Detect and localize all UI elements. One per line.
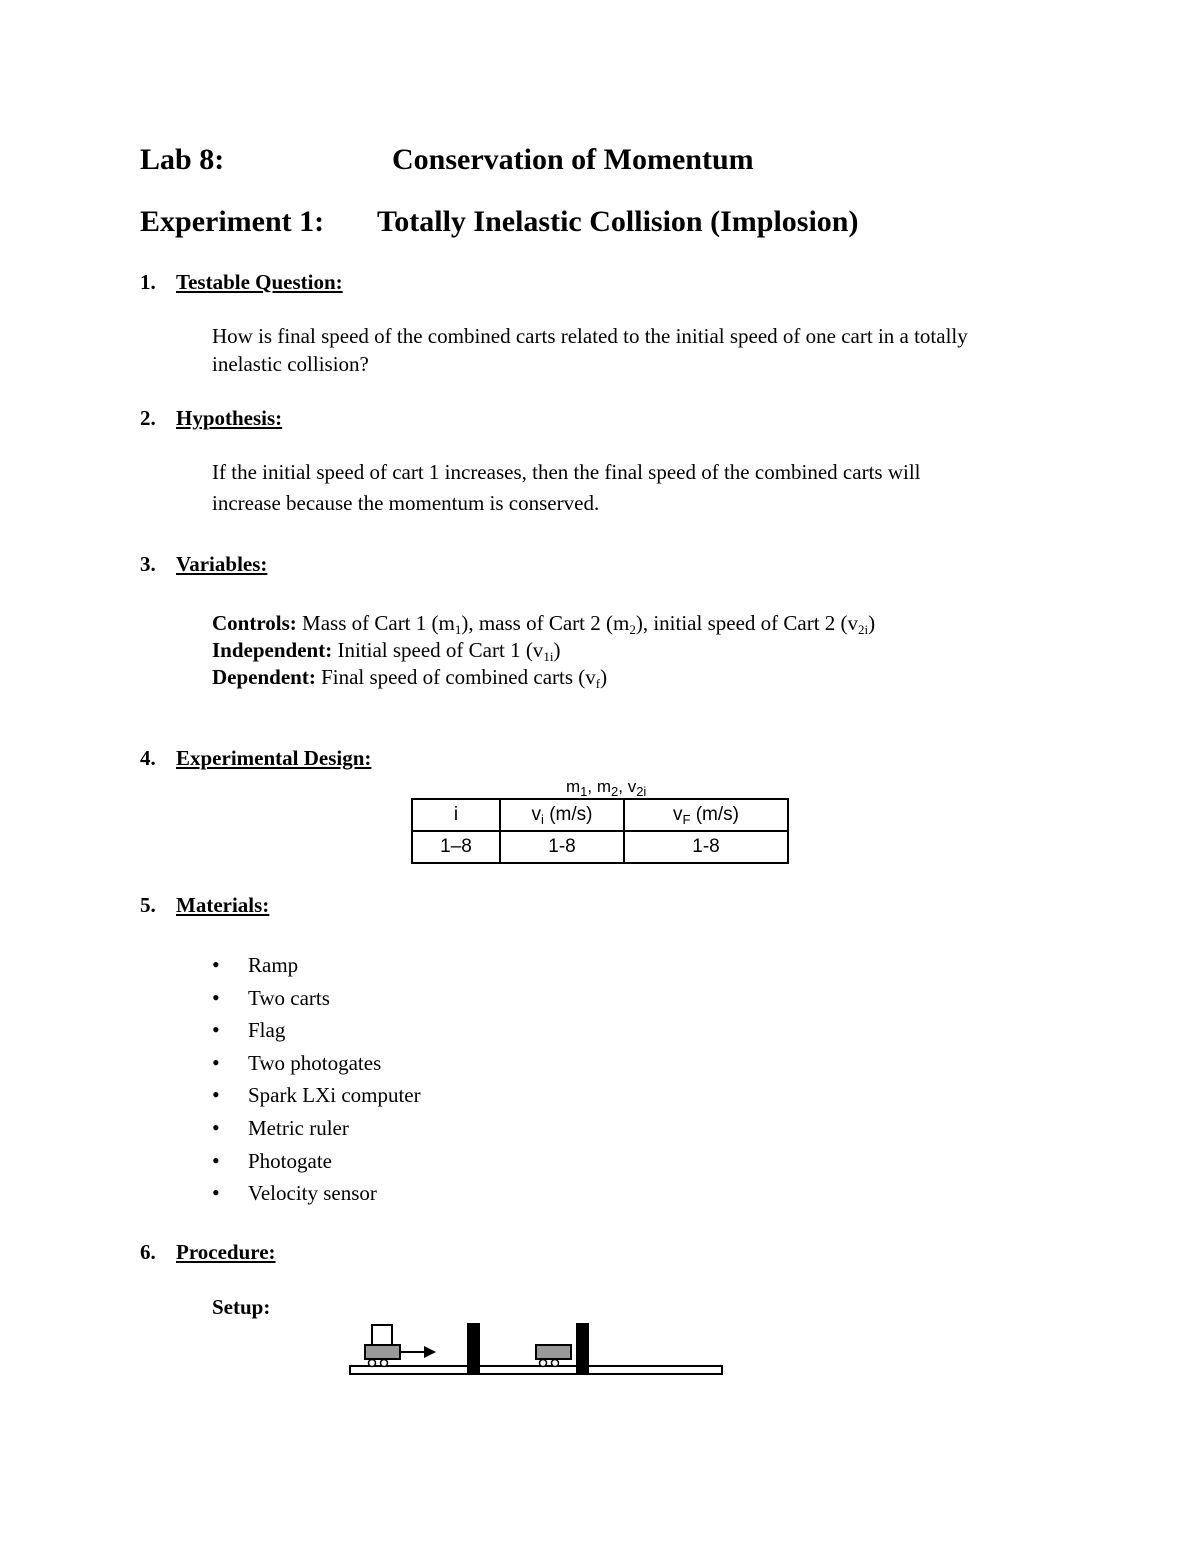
- section-label: Variables:: [176, 552, 268, 576]
- design-table: [411, 798, 789, 864]
- caption-text: , m: [587, 777, 612, 796]
- subscript: 2: [629, 622, 636, 637]
- controls-text: ), initial speed of Cart 2 (v: [635, 611, 859, 635]
- lab-title: Conservation of Momentum: [392, 143, 754, 176]
- independent-line: [212, 638, 560, 663]
- section-number: 4.: [140, 746, 156, 770]
- header-unit: (m/s): [543, 804, 593, 825]
- section-variables: [140, 552, 267, 577]
- dependent-text: Final speed of combined carts (v: [315, 665, 596, 689]
- question-line-1: How is final speed of the combined carts related to the initial speed of one cart in a totally: [212, 324, 968, 348]
- section-number: 3.: [140, 552, 156, 576]
- list-item: • Ramp: [212, 949, 421, 982]
- section-procedure: [140, 1240, 276, 1265]
- section-label: Procedure:: [176, 1240, 276, 1264]
- subscript: 2i: [858, 622, 869, 637]
- header-vi: [500, 799, 624, 831]
- list-item: • Metric ruler: [212, 1112, 421, 1145]
- cell-vi: 1-8: [500, 831, 624, 863]
- question-line-2: inelastic collision?: [212, 352, 369, 376]
- setup-diagram: [340, 1315, 730, 1383]
- cell-vf: 1-8: [624, 831, 788, 863]
- section-number: 6.: [140, 1240, 156, 1264]
- controls-text: ), mass of Cart 2 (m: [461, 611, 630, 635]
- section-number: 1.: [140, 270, 156, 294]
- subscript: 1i: [543, 649, 554, 664]
- section-number: 5.: [140, 893, 156, 917]
- table-row: [412, 831, 788, 863]
- independent-label: Independent:: [212, 638, 333, 662]
- controls-line: [212, 611, 875, 636]
- caption-text: , v: [618, 777, 637, 796]
- subscript: 1: [454, 622, 462, 637]
- dependent-text: ): [600, 665, 608, 689]
- header-unit: (m/s): [690, 804, 739, 825]
- header-text: v: [673, 804, 683, 825]
- section-label: Materials:: [176, 893, 270, 917]
- cart-1-with-flag: [365, 1325, 400, 1367]
- photogate-2: [576, 1323, 589, 1375]
- controls-label: Controls:: [212, 611, 297, 635]
- lab-number: Lab 8:: [140, 143, 225, 176]
- controls-text: Mass of Cart 1 (m: [296, 611, 455, 635]
- section-experimental-design: [140, 746, 371, 771]
- experiment-number: Experiment 1:: [140, 205, 325, 238]
- setup-label: Setup:: [212, 1295, 271, 1319]
- dependent-line: [212, 665, 607, 690]
- cell-i: 1–8: [412, 831, 500, 863]
- experiment-title: Totally Inelastic Collision (Implosion): [377, 205, 859, 238]
- list-item: • Two photogates: [212, 1047, 421, 1080]
- independent-text: Initial speed of Cart 1 (v: [332, 638, 544, 662]
- subscript: i: [541, 812, 544, 827]
- subscript: F: [682, 812, 691, 827]
- subscript: 2i: [636, 784, 647, 799]
- section-testable-question: [140, 270, 343, 295]
- section-hypothesis: [140, 406, 282, 431]
- header-i: i: [412, 799, 500, 831]
- controls-text: ): [868, 611, 876, 635]
- hypothesis-line-1: If the initial speed of cart 1 increases, then the final speed of the combined carts will: [212, 460, 921, 484]
- header-text: v: [531, 804, 542, 825]
- section-label: Testable Question:: [176, 270, 343, 294]
- list-item: • Velocity sensor: [212, 1177, 421, 1210]
- section-number: 2.: [140, 406, 156, 430]
- list-item: • Photogate: [212, 1145, 421, 1178]
- list-item: • Flag: [212, 1014, 421, 1047]
- subscript: 1: [580, 784, 588, 799]
- caption-text: m: [566, 777, 581, 796]
- table-header-row: [412, 799, 788, 831]
- list-item: • Two carts: [212, 982, 421, 1015]
- dependent-label: Dependent:: [212, 665, 316, 689]
- section-label: Hypothesis:: [176, 406, 283, 430]
- header-vf: [624, 799, 788, 831]
- track: [350, 1366, 722, 1374]
- photogate-1: [467, 1323, 480, 1375]
- list-item: • Spark LXi computer: [212, 1079, 421, 1112]
- subscript: 2: [611, 784, 619, 799]
- section-materials: [140, 893, 269, 918]
- subscript: f: [595, 676, 601, 691]
- independent-text: ): [553, 638, 561, 662]
- hypothesis-line-2: increase because the momentum is conserved.: [212, 491, 600, 515]
- cart-2: [536, 1345, 571, 1367]
- design-caption: [566, 777, 646, 797]
- section-label: Experimental Design:: [176, 746, 372, 770]
- velocity-arrow-icon: [400, 1346, 436, 1358]
- materials-list: [212, 949, 421, 1210]
